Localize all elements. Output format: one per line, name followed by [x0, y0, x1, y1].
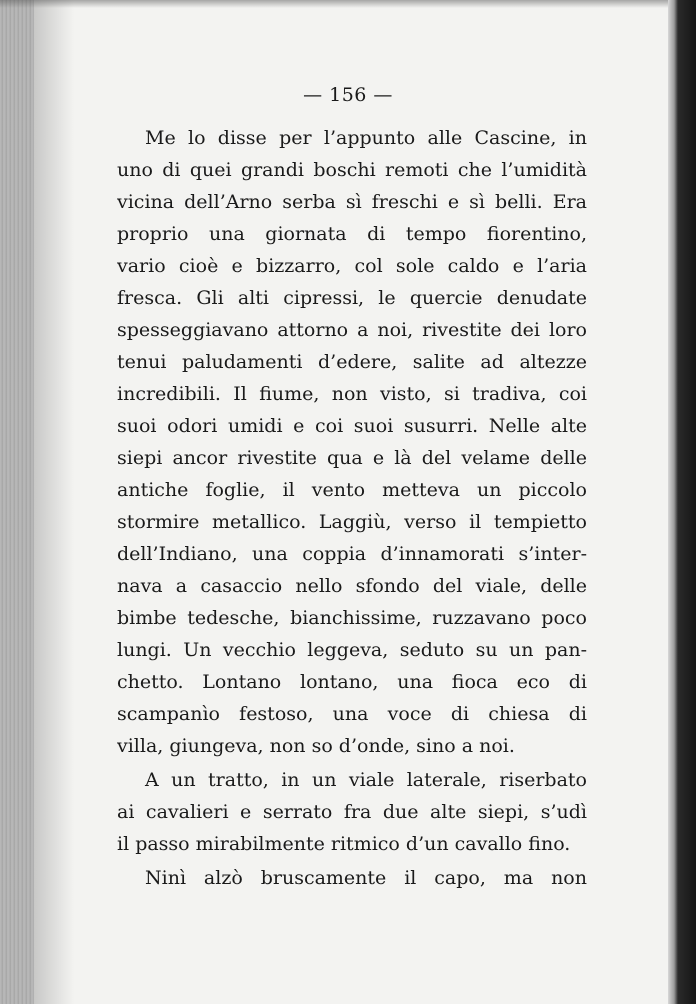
text-line: proprio una giornata di tempo fiorentino,: [117, 223, 587, 245]
body-text: [117, 122, 587, 894]
text-line: siepi ancor rivestite qua e là del velame delle: [117, 447, 587, 469]
text-line: lungi. Un vecchio leggeva, seduto su un pan-: [117, 639, 587, 661]
text-line: ai cavalieri e serrato fra due alte siepi, s’udì: [117, 801, 587, 823]
text-line: Ninì alzò bruscamente il capo, ma non: [145, 867, 587, 889]
text-line: A un tratto, in un viale laterale, riserbato: [145, 769, 587, 791]
text-line: vicina dell’Arno serba sì freschi e sì belli. Era: [117, 191, 587, 213]
text-line: villa, giungeva, non so d’onde, sino a noi.: [117, 735, 515, 757]
top-edge-shadow: [0, 0, 696, 8]
text-line: dell’Indiano, una coppia d’innamorati s’inter-: [117, 543, 587, 565]
text-line: bimbe tedesche, bianchissime, ruzzavano poco: [117, 607, 587, 629]
text-line: stormire metallico. Laggiù, verso il tempietto: [117, 511, 587, 533]
text-line: incredibili. Il fiume, non visto, si tradiva, coi: [117, 383, 587, 405]
text-line: uno di quei grandi boschi remoti che l’umidità: [117, 159, 587, 181]
page-number: — 156 —: [303, 84, 393, 106]
text-line: fresca. Gli alti cipressi, le quercie denudate: [117, 287, 587, 309]
text-line: antiche foglie, il vento metteva un piccolo: [117, 479, 587, 501]
book-binding-edge: [0, 0, 34, 1004]
text-line: spesseggiavano attorno a noi, rivestite dei loro: [117, 319, 587, 341]
text-line: tenui paludamenti d’edere, salite ad altezze: [117, 351, 587, 373]
right-page-edge: [668, 0, 696, 1004]
text-line: nava a casaccio nello sfondo del viale, delle: [117, 575, 587, 597]
text-line: scampanìo festoso, una voce di chiesa di: [117, 703, 587, 725]
text-line: suoi odori umidi e coi suoi susurri. Nelle alte: [117, 415, 587, 437]
binding-shadow: [34, 0, 74, 1004]
text-line: vario cioè e bizzarro, col sole caldo e l’aria: [117, 255, 587, 277]
text-line: chetto. Lontano lontano, una fioca eco di: [117, 671, 587, 693]
text-line: il passo mirabilmente ritmico d’un cavallo fino.: [117, 833, 571, 855]
text-line: Me lo disse per l’appunto alle Cascine, in: [145, 127, 587, 149]
